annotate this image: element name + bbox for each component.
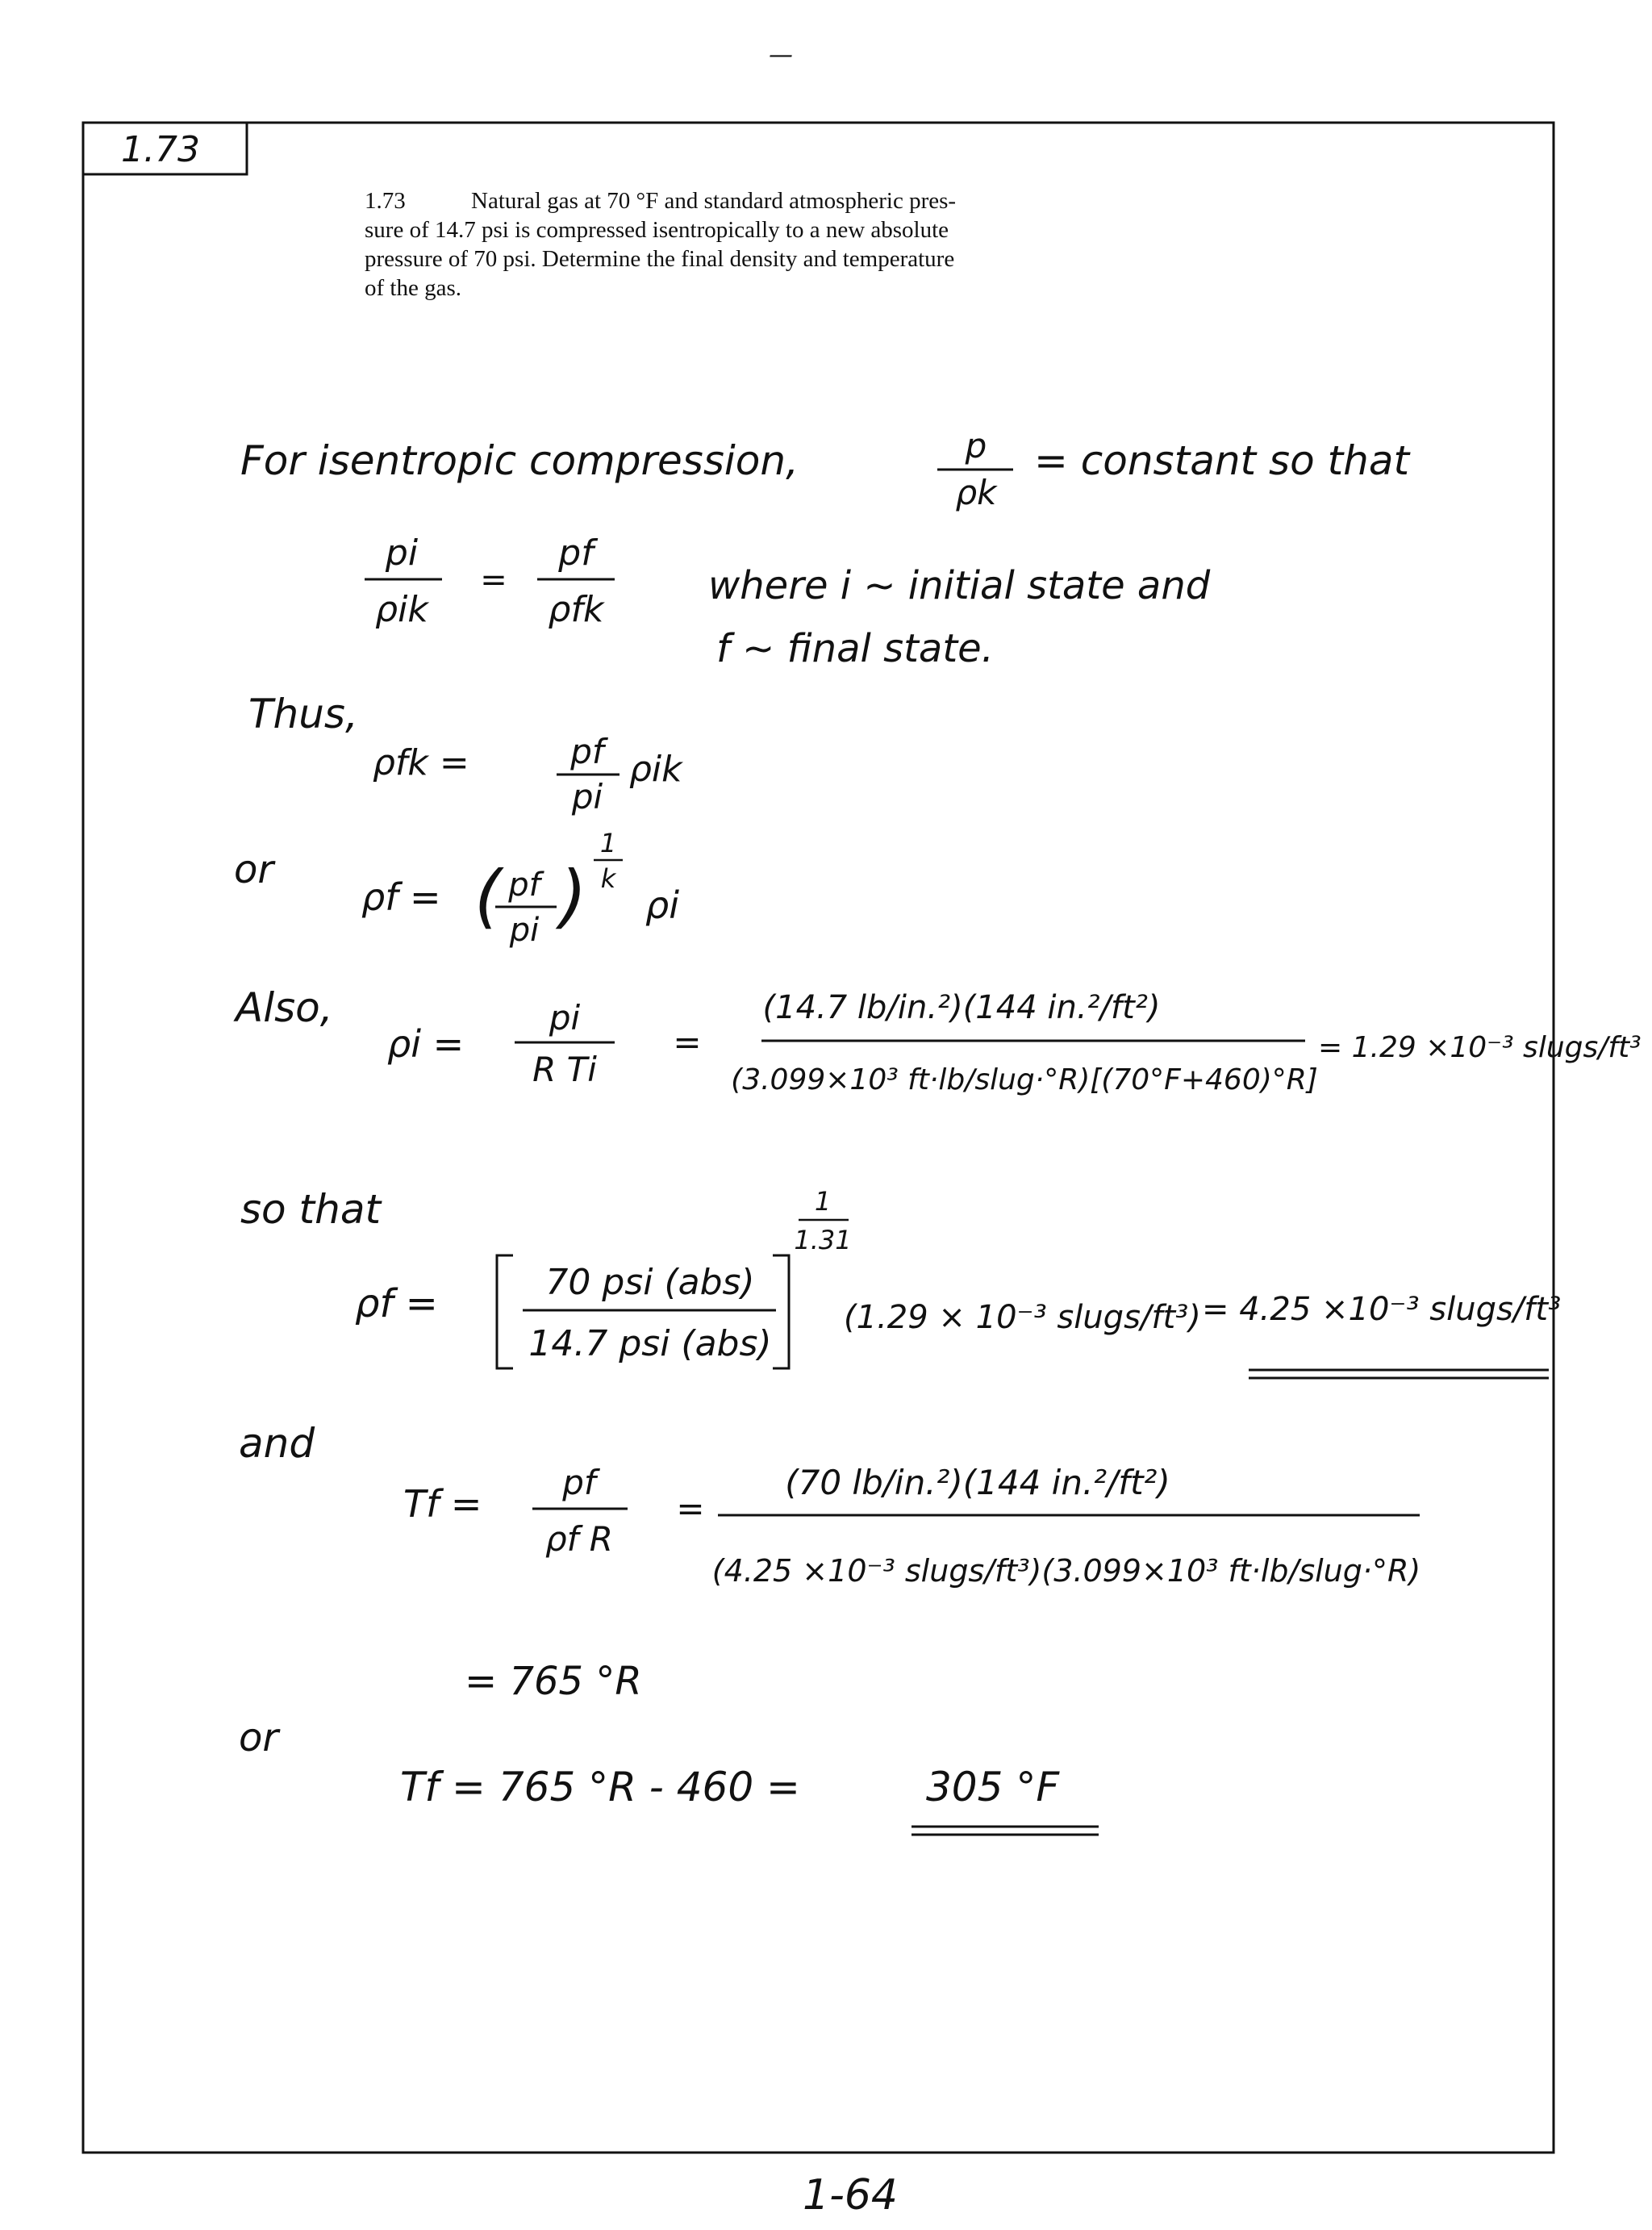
final-temperature-step xyxy=(239,1715,1099,1835)
problem-number: 1.73 xyxy=(365,188,406,214)
intro-statement xyxy=(240,426,1412,512)
thus-lhs: ρfk = xyxy=(373,742,469,783)
and-denominator: (4.25 ×10⁻³ slugs/ft³)(3.099×10³ ft·lb/slug·°R) xyxy=(711,1553,1421,1589)
intro-suffix: = constant so that xyxy=(1034,437,1410,484)
intro-frac-den: ρk xyxy=(955,473,997,512)
intro-prefix: For isentropic compression, xyxy=(240,437,799,484)
also-frac-num: pi xyxy=(549,998,581,1038)
thus-label: Thus, xyxy=(248,691,358,737)
also-equals: = xyxy=(673,1022,702,1062)
and-equals: = xyxy=(676,1489,705,1528)
and-label: and xyxy=(239,1420,315,1467)
sothat-frac-den: 14.7 psi (abs) xyxy=(528,1323,772,1364)
or2-equation: Tf = 765 °R - 460 = xyxy=(400,1764,800,1810)
or2-result: 305 °F xyxy=(926,1764,1060,1810)
thus-rhs: ρik xyxy=(629,749,682,790)
intro-frac-num: p xyxy=(965,426,987,466)
also-lhs: ρi = xyxy=(387,1022,465,1066)
also-result: = 1.29 ×10⁻³ slugs/ft³ xyxy=(1318,1031,1642,1064)
also-numerator: (14.7 lb/in.²)(144 in.²/ft²) xyxy=(762,989,1161,1026)
and-numerator: (70 lb/in.²)(144 in.²/ft²) xyxy=(785,1463,1170,1502)
sothat-right-bracket xyxy=(773,1255,789,1368)
and-frac-num: pf xyxy=(562,1463,596,1502)
or2-label: or xyxy=(239,1715,279,1760)
eq1-rhs-num: pf xyxy=(558,532,594,574)
eq1-equals: = xyxy=(480,562,507,599)
sothat-multiplier: (1.29 × 10⁻³ slugs/ft³) xyxy=(844,1299,1201,1336)
page-frame xyxy=(83,123,1554,2153)
and-result: = 765 °R xyxy=(465,1659,642,1704)
eq1-lhs-num: pi xyxy=(385,532,419,574)
or1-label: or xyxy=(234,847,274,892)
sothat-exp-den: 1.31 xyxy=(794,1225,852,1255)
where-line-2: f ~ final state. xyxy=(716,626,994,671)
eq1-rhs-den: ρfk xyxy=(548,589,604,630)
and-lhs: Tf = xyxy=(403,1482,482,1526)
also-denominator: (3.099×10³ ft·lb/slug·°R)[(70°F+460)°R] xyxy=(731,1063,1318,1096)
problem-line-3: pressure of 70 psi. Determine the final density and temperature xyxy=(365,246,955,272)
thus-frac-num: pf xyxy=(570,732,604,771)
sothat-label: so that xyxy=(240,1186,382,1233)
also-step xyxy=(233,984,1642,1096)
problem-line-4: of the gas. xyxy=(365,275,461,301)
and-step xyxy=(239,1420,1420,1704)
or1-close-paren: ) xyxy=(560,856,587,937)
problem-line-1: Natural gas at 70 °F and standard atmospheric pres- xyxy=(471,188,957,214)
page-number: 1-64 xyxy=(802,2171,899,2220)
problem-line-2: sure of 14.7 psi is compressed isentropically to a new absolute xyxy=(365,217,949,243)
or1-rhs: ρi xyxy=(645,883,679,927)
or1-lhs: ρf = xyxy=(361,875,441,919)
or1-exp-num: 1 xyxy=(599,828,617,858)
eq1-lhs-den: ρik xyxy=(375,589,428,630)
problem-statement xyxy=(365,188,956,301)
top-tick-mark: — xyxy=(769,41,793,69)
or-density-step xyxy=(234,828,679,949)
sothat-result: = 4.25 ×10⁻³ slugs/ft³ xyxy=(1202,1291,1562,1328)
also-label: Also, xyxy=(236,984,333,1031)
or1-open-paren: ( xyxy=(474,856,502,937)
problem-label: 1.73 xyxy=(121,129,200,170)
sothat-step xyxy=(240,1186,1561,1378)
thus-frac-den: pi xyxy=(571,777,603,816)
sothat-frac-num: 70 psi (abs) xyxy=(545,1262,755,1303)
also-frac-den: R Ti xyxy=(532,1050,597,1089)
or1-exp-den: k xyxy=(600,863,616,894)
sothat-exp-num: 1 xyxy=(814,1186,832,1217)
where-line-1: where i ~ initial state and xyxy=(708,563,1211,608)
thus-step xyxy=(248,691,683,816)
or1-frac-den: pi xyxy=(509,912,540,949)
isentropic-relation xyxy=(365,532,1211,671)
sothat-lhs: ρf = xyxy=(355,1281,438,1326)
sothat-left-bracket xyxy=(497,1255,513,1368)
or1-frac-num: pf xyxy=(508,867,540,904)
and-frac-den: ρf R xyxy=(545,1519,613,1559)
